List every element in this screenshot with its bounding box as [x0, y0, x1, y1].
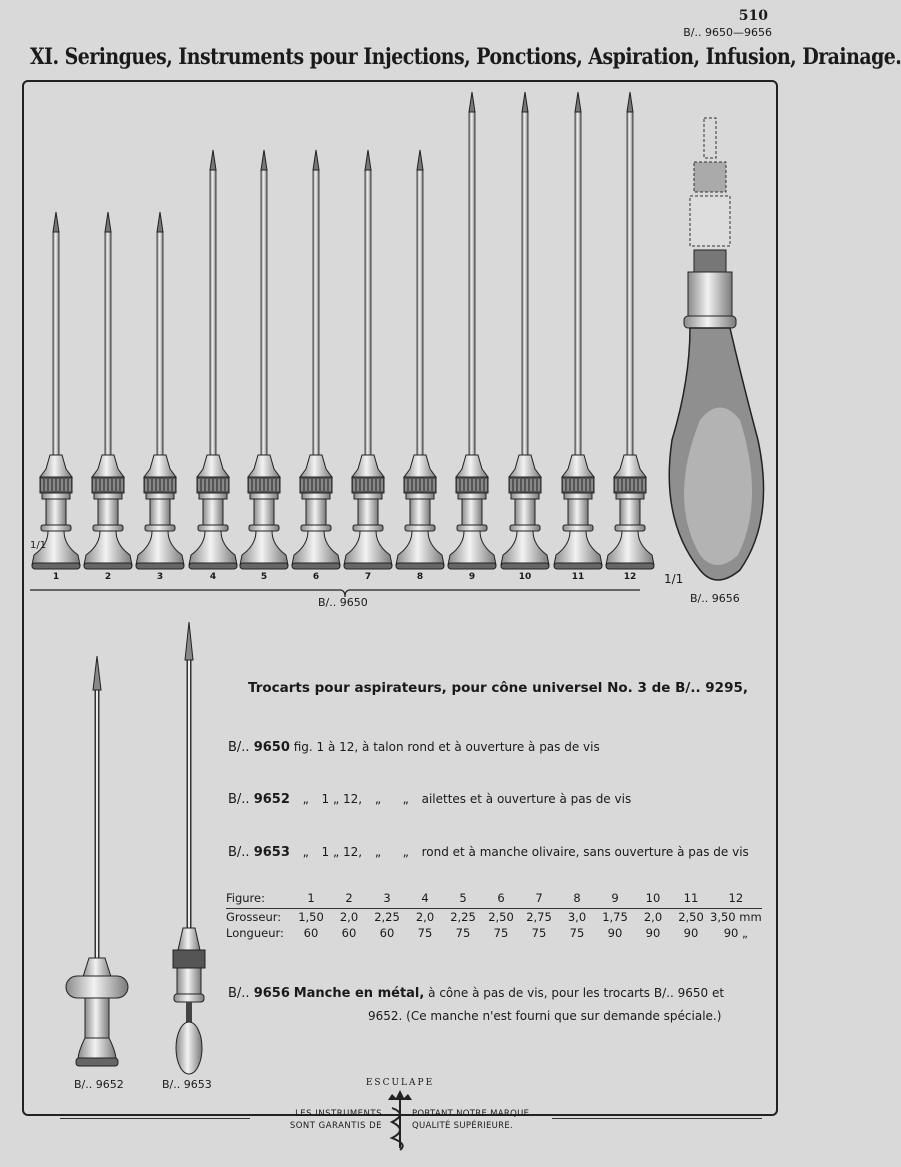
figure-cell: 6	[482, 890, 520, 909]
label-9652: B/.. 9652	[74, 1078, 124, 1091]
ditto-mark: „	[302, 845, 309, 859]
table-cell: 75	[417, 926, 433, 940]
figure-number: 11	[571, 572, 585, 582]
brand-name: ESCULAPE	[365, 1078, 435, 1088]
page-reference: B/.. 9650—9656	[683, 26, 772, 39]
table-cell: 90 „	[723, 926, 748, 940]
item-code: 9653	[253, 845, 290, 860]
label-9656: B/.. 9656	[690, 592, 740, 605]
ditto-mark: „	[374, 845, 382, 859]
figure-cell: 7	[520, 890, 558, 909]
item-9650	[228, 740, 600, 755]
trocart-9650-illustration	[189, 150, 237, 569]
figure-cell: 8	[558, 890, 596, 909]
trocart-9653-illustration	[173, 622, 205, 1074]
figure-cell: 4	[406, 890, 444, 909]
figure-number: 2	[104, 572, 112, 582]
table-cell: 2,0	[643, 910, 663, 924]
manche-9656-illustration	[669, 118, 763, 580]
table-cell: 75	[455, 926, 471, 940]
table-header-row	[226, 890, 762, 909]
figure-cell: 3	[368, 890, 406, 909]
ditto-mark: „	[402, 845, 409, 859]
table-row-grosseur	[226, 909, 762, 926]
item-9653	[228, 845, 749, 860]
item-range: 1 „ 12,	[321, 845, 363, 859]
trocart-9650-illustration	[344, 150, 392, 569]
table-cell: 2,50	[488, 910, 514, 924]
table-cell: 3,50 mm	[710, 910, 762, 924]
table-header-label: Figure:	[226, 890, 292, 909]
item-desc: rond et à manche olivaire, sans ouverture à pas de vis	[421, 845, 749, 859]
table-cell: 2,25	[374, 910, 400, 924]
figure-number: 9	[468, 572, 476, 582]
footer-rule-left	[60, 1118, 250, 1119]
row-label: Grosseur:	[226, 910, 282, 924]
figure-cell: 1	[292, 890, 330, 909]
figure-number: 1	[52, 572, 60, 582]
page-number: 510	[738, 8, 768, 24]
trocart-9650-illustration	[554, 92, 602, 569]
figure-number: 6	[312, 572, 320, 582]
footer-right-line2: QUALITÉ SUPÉRIEURE.	[412, 1121, 514, 1131]
trocart-9650-illustration	[396, 150, 444, 569]
ditto-mark: „	[302, 792, 309, 806]
table-cell: 3,0	[567, 910, 587, 924]
item-prefix: B/..	[228, 740, 254, 755]
table-cell: 75	[531, 926, 547, 940]
table-cell: 60	[341, 926, 357, 940]
item-range: 1 „ 12,	[321, 792, 363, 806]
row-label: Longueur:	[226, 926, 284, 940]
item-prefix: B/..	[228, 792, 254, 807]
manche-line2: 9652. (Ce manche n'est fourni que sur demande spéciale.)	[368, 1009, 722, 1023]
trocart-9652-illustration	[66, 656, 128, 1066]
figure-cell: 12	[710, 890, 762, 909]
ditto-mark: „	[402, 792, 409, 806]
scale-right: 1/1	[664, 572, 684, 586]
ditto-mark: „	[374, 792, 382, 806]
figure-number: 5	[260, 572, 268, 582]
figure-number: 8	[416, 572, 424, 582]
table-cell: 75	[493, 926, 509, 940]
item-code: 9656	[253, 986, 290, 1001]
figure-cell: 5	[444, 890, 482, 909]
label-9650: B/.. 9650	[318, 596, 368, 609]
scale-left: 1/1	[30, 540, 47, 551]
table-cell: 1,75	[602, 910, 628, 924]
section-title: XI. Seringues, Instruments pour Injections, Ponctions, Aspiration, Infusion, Drainage.	[30, 44, 901, 70]
table-cell: 2,0	[415, 910, 435, 924]
table-cell: 2,25	[450, 910, 476, 924]
label-9653: B/.. 9653	[162, 1078, 212, 1091]
table-cell: 60	[303, 926, 319, 940]
trocart-9650-illustration	[292, 150, 340, 569]
table-cell: 1,50	[298, 910, 324, 924]
trocart-9650-illustration	[448, 92, 496, 569]
item-code: 9650	[253, 740, 290, 755]
figure-number: 4	[209, 572, 217, 582]
item-desc: ailettes et à ouverture à pas de vis	[421, 792, 632, 806]
specification-table	[226, 890, 762, 941]
footer-right-text	[412, 1108, 572, 1132]
table-cell: 90	[683, 926, 699, 940]
figure-number: 10	[518, 572, 532, 582]
footer-left-text	[252, 1108, 382, 1132]
trocart-9650-illustration	[136, 212, 184, 569]
manche-description	[228, 982, 758, 1027]
footer-left-line1: LES INSTRUMENTS	[295, 1109, 382, 1119]
figure-number: 12	[623, 572, 637, 582]
manche-line1: à cône à pas de vis, pour les trocarts B/.. 9650 et	[428, 986, 725, 1000]
table-cell: 2,50	[678, 910, 704, 924]
figure-cell: 9	[596, 890, 634, 909]
item-prefix: B/..	[228, 986, 254, 1001]
table-row-longueur	[226, 925, 762, 941]
figure-cell: 11	[672, 890, 710, 909]
esculape-logo	[388, 1090, 412, 1150]
footer-left-line2: SONT GARANTIS DE	[289, 1121, 382, 1131]
trocart-9650-illustration	[501, 92, 549, 569]
table-cell: 75	[569, 926, 585, 940]
trocart-9650-illustration	[606, 92, 654, 569]
footer-rule-right	[552, 1118, 762, 1119]
product-heading: Trocarts pour aspirateurs, pour cône universel No. 3 de B/.. 9295,	[248, 680, 748, 696]
table-cell: 90	[607, 926, 623, 940]
table-cell: 60	[379, 926, 395, 940]
item-prefix: B/..	[228, 845, 254, 860]
manche-title: Manche en métal,	[293, 986, 425, 1001]
figure-number: 3	[156, 572, 164, 582]
figure-number: 7	[364, 572, 372, 582]
figure-cell: 10	[634, 890, 672, 909]
item-9652	[228, 792, 631, 807]
trocart-9650-illustration	[32, 212, 80, 569]
table-cell: 2,75	[526, 910, 552, 924]
item-desc: fig. 1 à 12, à talon rond et à ouverture à pas de vis	[293, 740, 600, 754]
figure-cell: 2	[330, 890, 368, 909]
trocart-9650-illustration	[240, 150, 288, 569]
table-cell: 90	[645, 926, 661, 940]
footer-right-line1: PORTANT NOTRE MARQUE	[412, 1109, 530, 1119]
item-code: 9652	[253, 792, 290, 807]
table-cell: 2,0	[339, 910, 359, 924]
trocart-9650-illustration	[84, 212, 132, 569]
